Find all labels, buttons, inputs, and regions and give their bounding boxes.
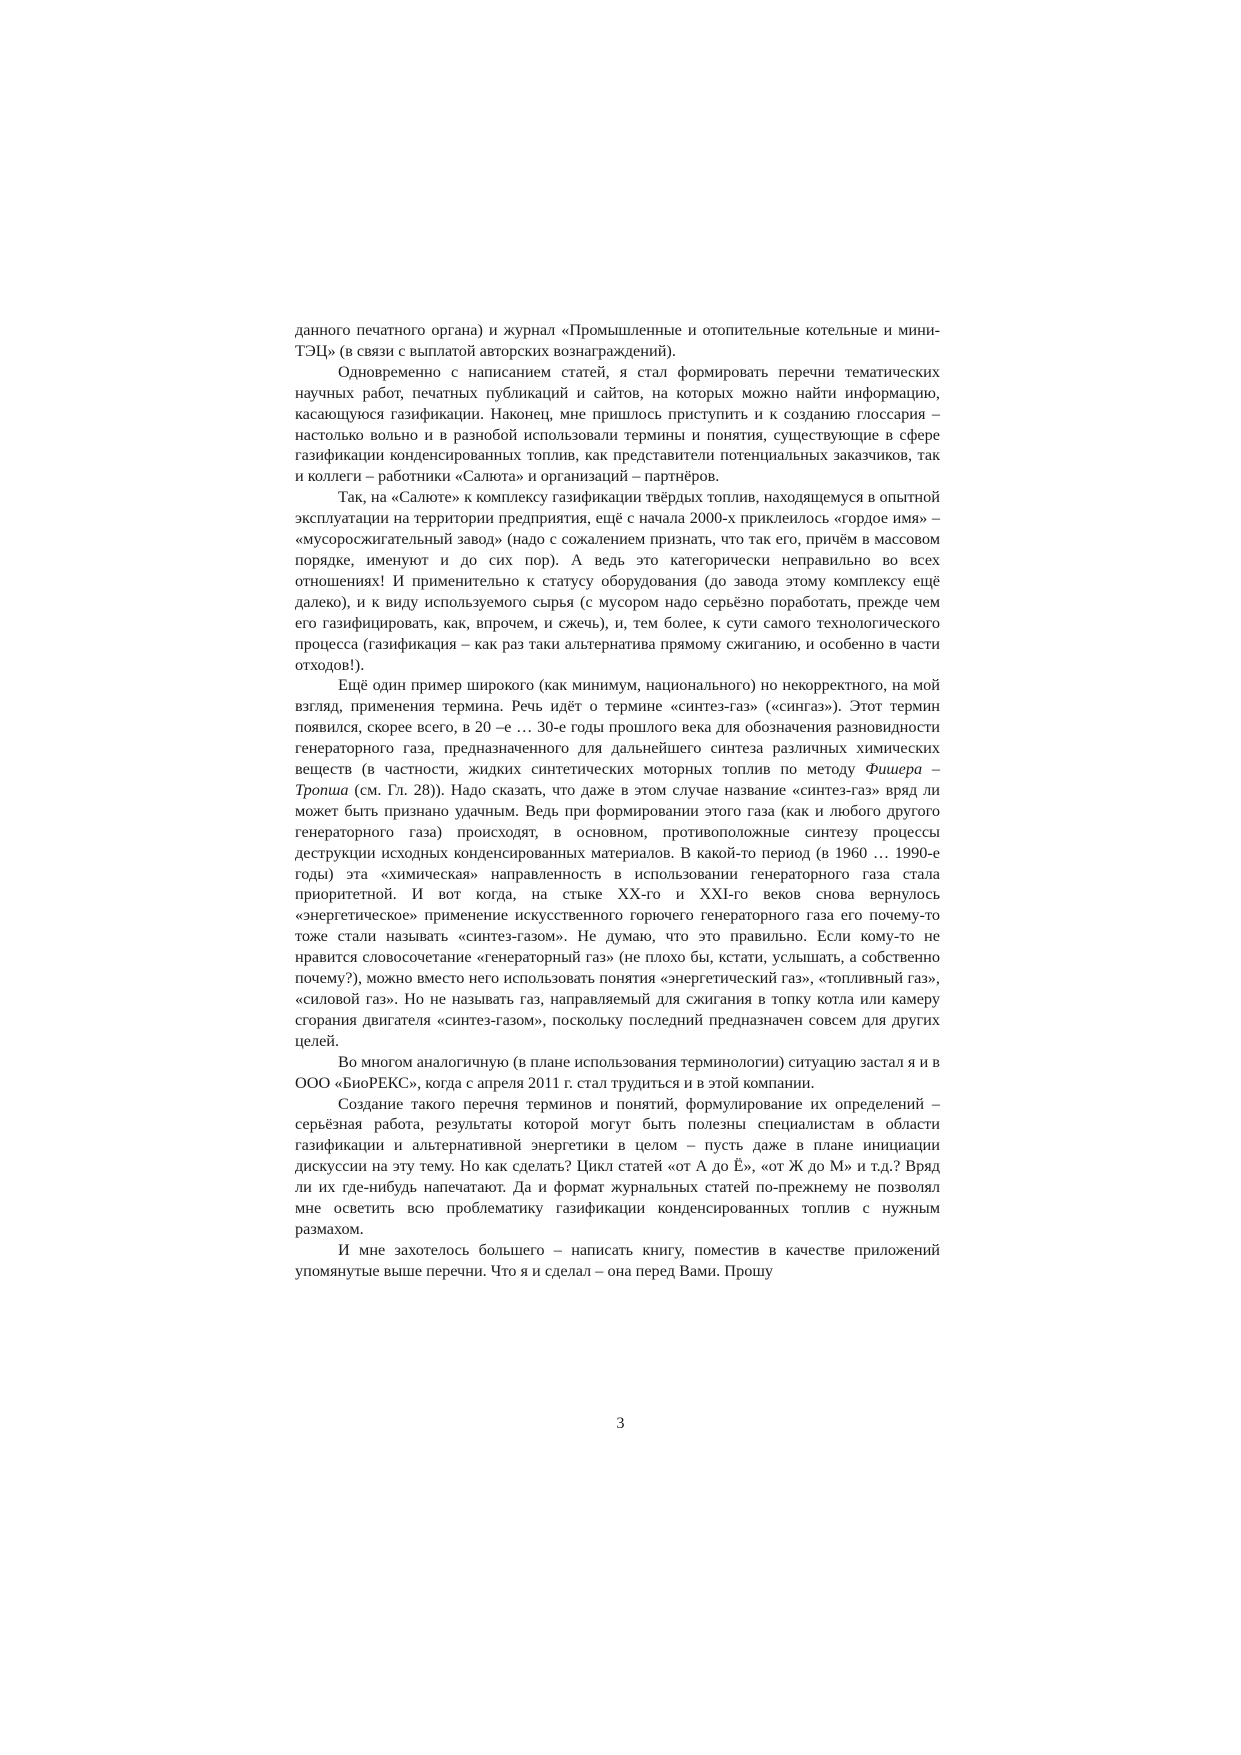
paragraph-glossary-work: Создание такого перечня терминов и понятий, формулирование их определений – серьёзная работа, результаты которой могут быть полезны специалистам в области газификации и альтернативной энергетики в целом – пусть даже в плане инициации дискуссии на эту тему. Но как сделать? Цикл статей «от А до Ё», «от Ж до М» и т.д.? Вряд ли их где-нибудь напечатают. Да и формат журнальных статей по-прежнему не позволял мне осветить всю проблематику газификации конденсированных топлив с нужным размахом. (295, 1093, 940, 1238)
page-number: 3 (616, 1413, 625, 1432)
paragraph-article-lists: Одновременно с написанием статей, я стал формировать перечни тематических научных работ, печатных публикаций и сайтов, на которых можно найти информацию, касающуюся газификации. Наконец, мне пришлось приступить и к созданию глоссария – настолько вольно и в разнобой использовали термины и понятия, существующие в сфере газификации конденсированных топлив, как представители потенциальных заказчиков, так и коллеги – работники «Салюта» и организаций – партнёров. (295, 361, 940, 486)
paragraph-syngas-term (295, 675, 940, 1051)
paragraph-book-intent: И мне захотелось большего – написать книгу, поместив в качестве приложений упомянутые выше перечни. Что я и сделал – она перед Вами. Прошу (295, 1239, 940, 1280)
body-text (295, 320, 940, 1282)
syngas-text-before: Ещё один пример широкого (как минимум, национального) но некорректного, на мой взгляд, применения термина. Речь идёт о термине «синтез-газ» («сингаз»). Этот термин появился, скорее всего, в 20 –е … 30-е годы прошлого века для обозначения разновидности генераторного газа, предназначенного для дальнейшего синтеза различных химических веществ (в частности, жидких синтетических моторных топлив по методу (295, 675, 940, 779)
syngas-text-after: (см. Гл. 28)). Надо сказать, что даже в этом случае название «синтез-газ» вряд ли может быть признано удачным. Ведь при формировании этого газа (как и любого другого генераторного газа) происходят, в основном, противоположные синтезу процессы деструкции исходных конденсированных материалов. В какой-то период (в 1960 … 1990-е годы) эта «химическая» направленность в использовании генераторного газа стала приоритетной. И вот когда, на стыке XX-го и XXI-го веков снова вернулось «энергетическое» применение искусственного горючего генераторного газа его почему-то тоже стали называть «синтез-газом». Не думаю, что это правильно. Если кому-то не нравится словосочетание «генераторный газ» (не плохо бы, кстати, услышать, а собственно почему?), можно вместо него использовать понятия «энергетический газ», «топливный газ», «силовой газ». Но не называть газ, направляемый для сжигания в топку котла или камеру сгорания двигателя «синтез-газом», поскольку последний предназначен совсем для других целей. (295, 779, 940, 1050)
paragraph-continuation: данного печатного органа) и журнал «Промышленные и отопительные котельные и мини-ТЭЦ» (в связи с выплатой авторских вознаграждений). (295, 320, 940, 360)
paragraph-biorex: Во многом аналогичную (в плане использования терминологии) ситуацию застал я и в ООО «БиоРЕКС», когда с апреля 2011 г. стал трудиться и в этой компании. (295, 1051, 940, 1092)
fischer-tropsch-emphasis: Фишера – Тропша (295, 759, 941, 799)
paragraph-salyut-complex: Так, на «Салюте» к комплексу газификации твёрдых топлив, находящемуся в опытной эксплуатации на территории предприятия, ещё с начала 2000-х приклеилось «гордое имя» – «мусоросжигательный завод» (надо с сожалением признать, что так его, причём в массовом порядке, именуют и до сих пор). А ведь это категорически неправильно во всех отношениях! И применительно к статусу оборудования (до завода этому комплексу ещё далеко), и к виду используемого сырья (с мусором надо серьёзно поработать, прежде чем его газифицировать, как, впрочем, и сжечь), и, тем более, к сути самого технологического процесса (газификация – как раз таки альтернатива прямому сжиганию, и особенно в части отходов!). (295, 487, 940, 674)
